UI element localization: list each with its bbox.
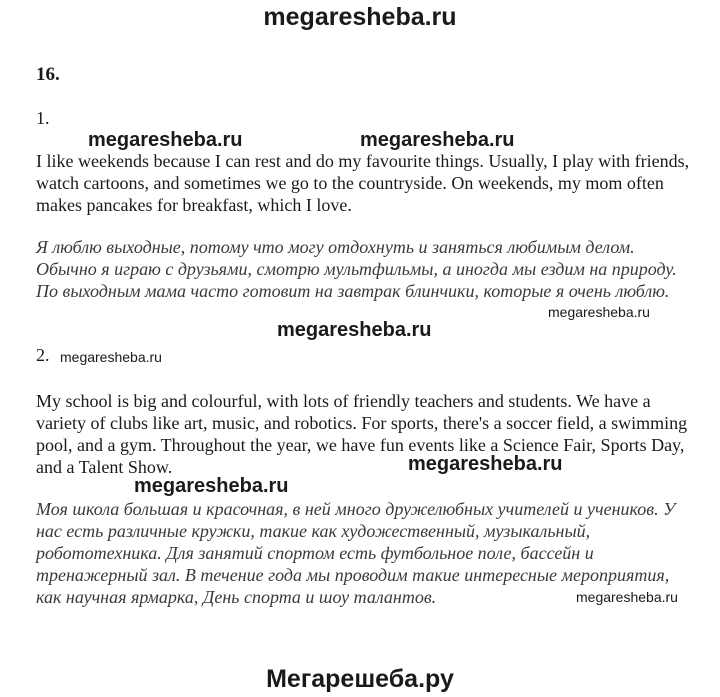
watermark: megaresheba.ru [548, 304, 650, 320]
watermark: megaresheba.ru [360, 129, 515, 151]
watermark: megaresheba.ru [408, 453, 563, 475]
item-2-english-text: My school is big and colourful, with lots of friendly teachers and students. We have a variety of clubs like art, music, and robotics. For sports, there's a soccer field, a swimming pool, and a gym. Throughout the year, we have fun events like a Science Fair, Sports Day, and a Talent Show. [36, 391, 688, 477]
site-footer: Мегарешеба.ру [266, 665, 454, 693]
item-number-2: 2. [36, 345, 50, 365]
watermark: megaresheba.ru [277, 319, 432, 341]
watermark: megaresheba.ru [60, 349, 162, 365]
item-1-english-text: I like weekends because I can rest and do my favourite things. Usually, I play with friends, watch cartoons, and sometimes we go to the countryside. On weekends, my mom often makes pancakes for breakfast, which I love. [36, 151, 690, 215]
item-2-russian-translation: Моя школа большая и красочная, в ней много дружелюбных учителей и учеников. У нас есть различные кружки, такие как художественный, музыкальный, робототехника. Для занятий спортом есть футбольное поле, бассейн и тренажерный зал. В течение года мы проводим такие интересные мероприятия, как научная ярмарка, День спорта и шоу талантов. [36, 499, 676, 607]
watermark: megaresheba.ru [134, 475, 289, 497]
task-number: 16. [36, 64, 60, 85]
watermark: megaresheba.ru [576, 589, 678, 605]
site-header: megaresheba.ru [263, 3, 457, 31]
item-number-1: 1. [36, 108, 50, 128]
watermark: megaresheba.ru [88, 129, 243, 151]
item-1-russian-translation: Я люблю выходные, потому что могу отдохнуть и заняться любимым делом. Обычно я играю с друзьями, смотрю мультфильмы, а иногда мы ездим на природу. По выходным мама часто готовит на завтрак блинчики, которые я очень люблю. [36, 237, 677, 301]
